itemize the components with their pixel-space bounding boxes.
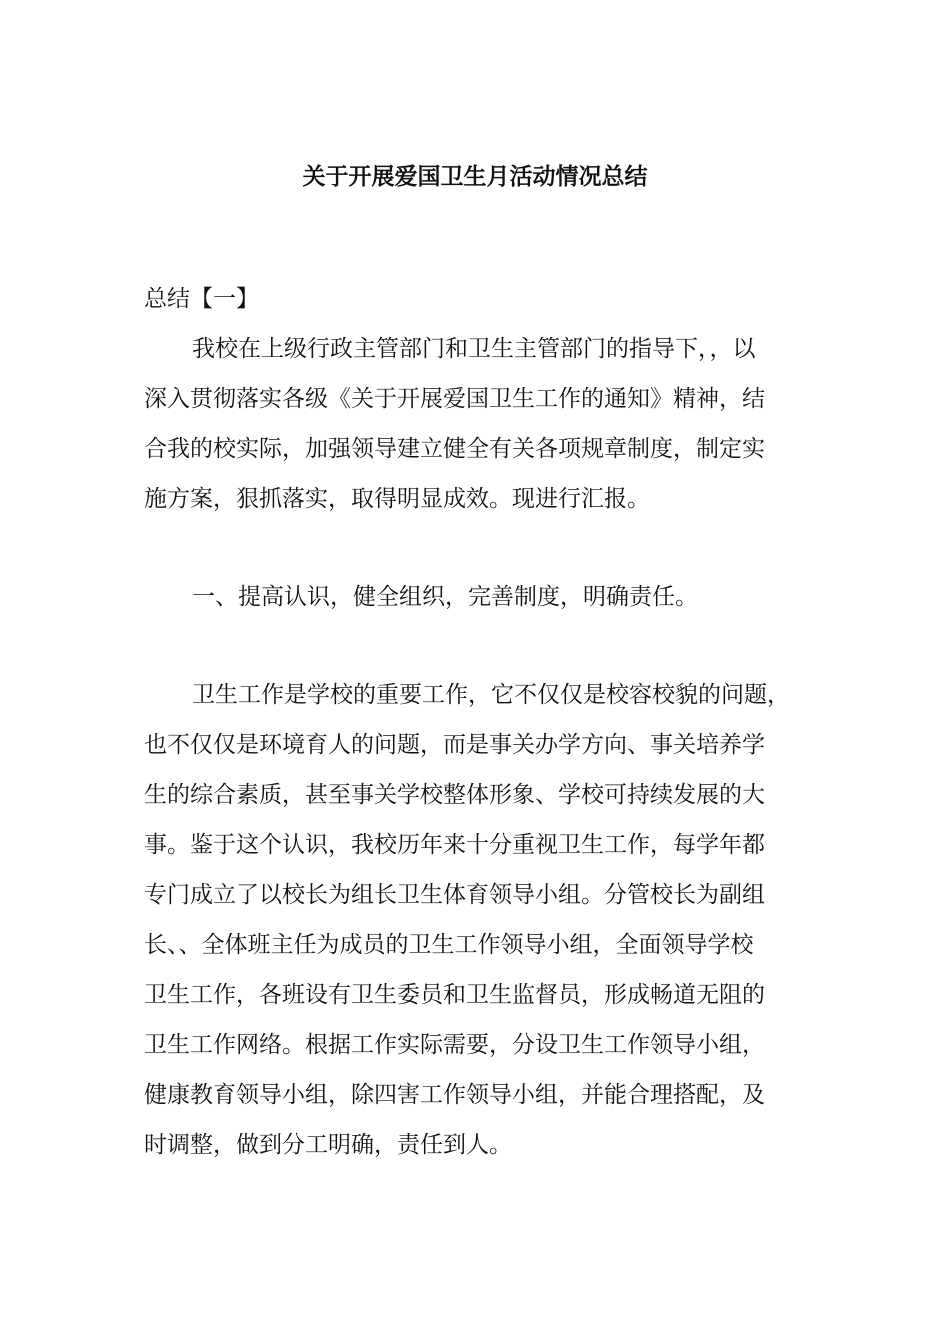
paragraph-line: 卫生工作，各班设有卫生委员和卫生监督员，形成畅道无阻的 <box>144 982 765 1008</box>
paragraph-line: 专门成立了以校长为组长卫生体育领导小组。分管校长为副组 <box>144 882 765 908</box>
paragraph-line: 卫生工作网络。根据工作实际需要，分设卫生工作领导小组， <box>144 1032 765 1058</box>
paragraph-line: 施方案，狠抓落实，取得明显成效。现进行汇报。 <box>144 486 650 512</box>
subheading: 一、提高认识，健全组织，完善制度，明确责任。 <box>192 584 698 610</box>
paragraph-line: 合我的校实际，加强领导建立健全有关各项规章制度，制定实 <box>144 436 765 462</box>
paragraph-line: 长、、全体班主任为成员的卫生工作领导小组，全面领导学校 <box>144 932 754 958</box>
section-heading: 总结【一】 <box>144 286 259 312</box>
paragraph-line: 卫生工作是学校的重要工作，它不仅仅是校容校貌的问题， <box>192 682 790 708</box>
paragraph-line: 深入贯彻落实各级《关于开展爱国卫生工作的通知》精神，结 <box>144 386 765 412</box>
paragraph-line: 健康教育领导小组，除四害工作领导小组，并能合理搭配，及 <box>144 1082 765 1108</box>
paragraph-line: 事。鉴于这个认识，我校历年来十分重视卫生工作，每学年都 <box>144 832 765 858</box>
paragraph-line: 也不仅仅是环境育人的问题，而是事关办学方向、事关培养学 <box>144 732 765 758</box>
paragraph-line: 时调整，做到分工明确，责任到人。 <box>144 1132 512 1158</box>
document-title: 关于开展爱国卫生月活动情况总结 <box>302 164 648 190</box>
paragraph-line: 我校在上级行政主管部门和卫生主管部门的指导下，，以 <box>192 336 756 362</box>
paragraph-line: 生的综合素质，甚至事关学校整体形象、学校可持续发展的大 <box>144 782 765 808</box>
